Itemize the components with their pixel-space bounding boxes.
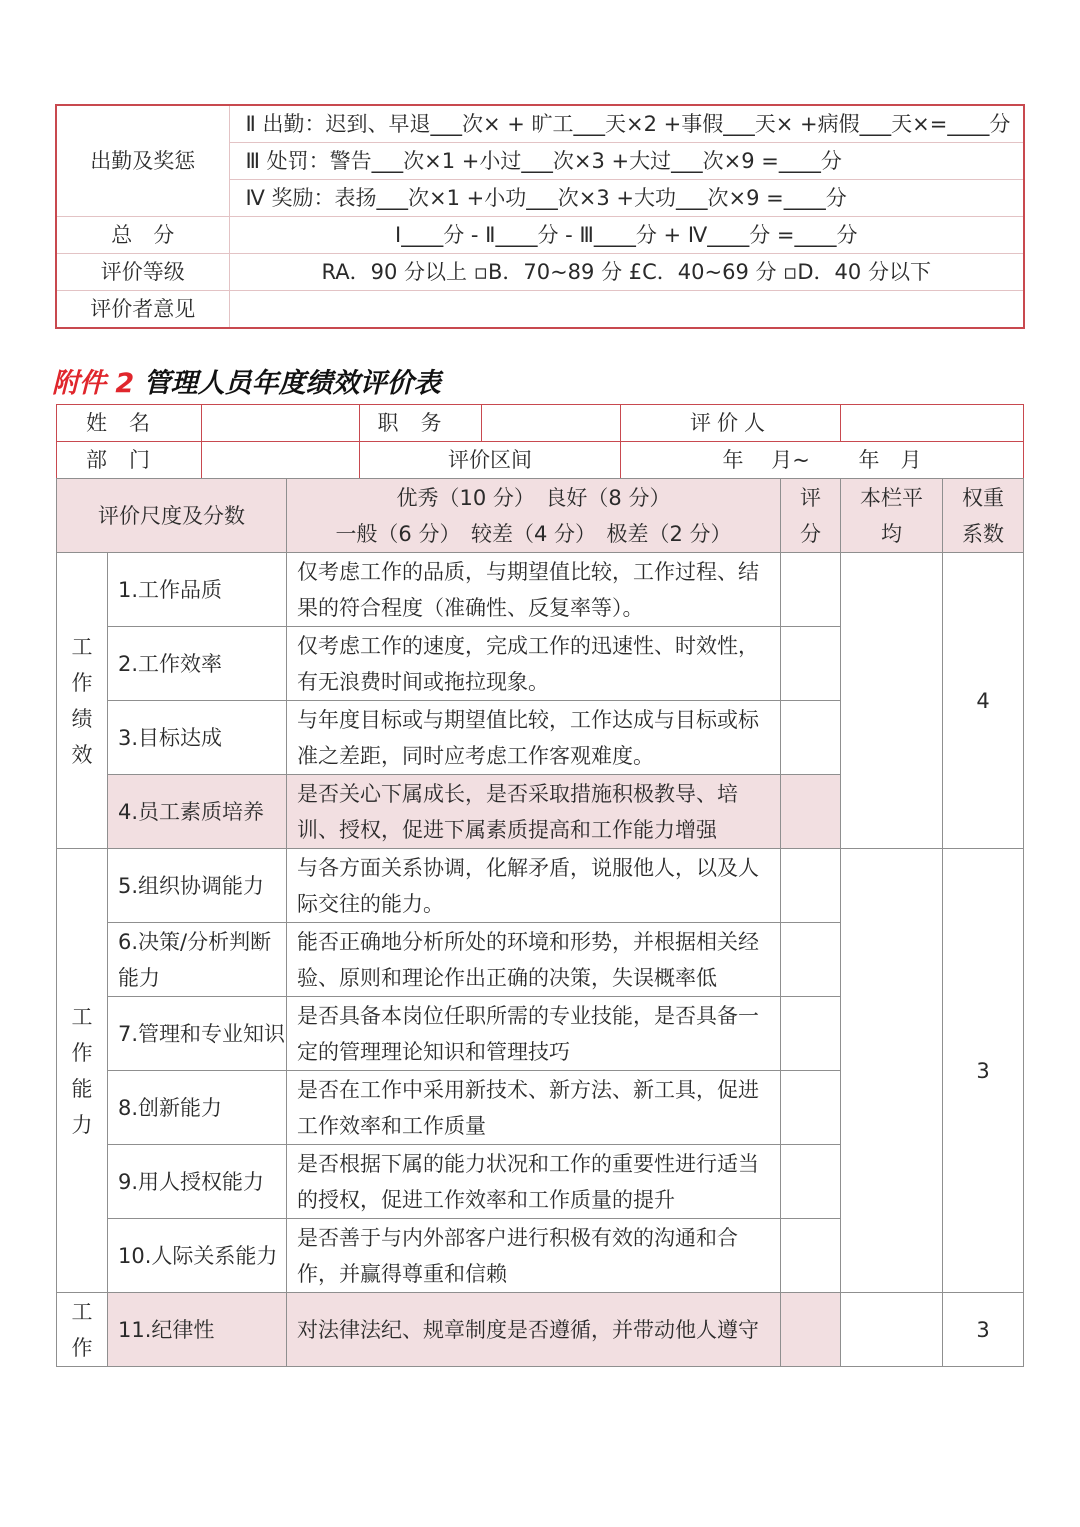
period-label: 评价区间 xyxy=(360,442,621,479)
weight-value: 3 xyxy=(943,1293,1024,1367)
total-formula: Ⅰ____分 - Ⅱ____分 - Ⅲ____分 + Ⅳ____分 =____分 xyxy=(229,217,1024,254)
score-cell[interactable] xyxy=(781,553,841,627)
item-description: 是否善于与内外部客户进行积极有效的沟通和合作，并赢得尊重和信赖 xyxy=(287,1219,781,1293)
score-cell[interactable] xyxy=(781,1293,841,1367)
score-cell[interactable] xyxy=(781,775,841,849)
scale-description xyxy=(287,479,781,553)
form-title: 管理人员年度绩效评价表 xyxy=(143,368,441,399)
opinion-label: 评价者意见 xyxy=(56,291,229,329)
item-name: 11.纪律性 xyxy=(108,1293,287,1367)
score-cell[interactable] xyxy=(781,1219,841,1293)
score-cell[interactable] xyxy=(781,627,841,701)
dept-field[interactable] xyxy=(202,442,360,479)
item-description: 与年度目标或与期望值比较，工作达成与目标或标准之差距，同时应考虑工作客观难度。 xyxy=(287,701,781,775)
category-work-ability: 工作能力 xyxy=(57,849,108,1293)
position-label: 职务 xyxy=(360,405,482,442)
position-field[interactable] xyxy=(482,405,621,442)
total-label: 总 分 xyxy=(56,217,229,254)
item-name: 5.组织协调能力 xyxy=(108,849,287,923)
period-value: 年 月~ 年 月 xyxy=(621,442,1024,479)
item-description: 对法律法纪、规章制度是否遵循，并带动他人遵守 xyxy=(287,1293,781,1367)
name-label: 姓名 xyxy=(57,405,202,442)
item-name: 10.人际关系能力 xyxy=(108,1219,287,1293)
score-cell[interactable] xyxy=(781,997,841,1071)
item-name: 4.员工素质培养 xyxy=(108,775,287,849)
average-cell[interactable] xyxy=(841,849,943,1293)
item-name: 6.决策/分析判断能力 xyxy=(108,923,287,997)
weight-header: 权重系数 xyxy=(943,479,1024,553)
item-name: 1.工作品质 xyxy=(108,553,287,627)
item-description: 与各方面关系协调，化解矛盾，说服他人，以及人际交往的能力。 xyxy=(287,849,781,923)
item-description: 是否根据下属的能力状况和工作的重要性进行适当的授权，促进工作效率和工作质量的提升 xyxy=(287,1145,781,1219)
annex-heading xyxy=(52,364,441,404)
item-description: 是否在工作中采用新技术、新方法、新工具，促进工作效率和工作质量 xyxy=(287,1071,781,1145)
penalty-row: Ⅲ 处罚：警告___次×1 +小过___次×3 +大过___次×9 =____分 xyxy=(229,143,1024,180)
weight-value: 4 xyxy=(943,553,1024,849)
attendance-row: Ⅱ 出勤：迟到、早退___次× + 旷工___天×2 +事假___天× +病假___天×=____分 xyxy=(229,105,1024,143)
item-description: 是否关心下属成长，是否采取措施积极教导、培训、授权，促进下属素质提高和工作能力增强 xyxy=(287,775,781,849)
score-header: 评分 xyxy=(781,479,841,553)
attendance-label: 出勤及奖惩 xyxy=(56,105,229,217)
item-name: 2.工作效率 xyxy=(108,627,287,701)
attendance-table xyxy=(55,104,1025,329)
item-description: 仅考虑工作的速度，完成工作的迅速性、时效性，有无浪费时间或拖拉现象。 xyxy=(287,627,781,701)
evaluator-label: 评价人 xyxy=(621,405,841,442)
average-cell[interactable] xyxy=(841,553,943,849)
dept-label: 部门 xyxy=(57,442,202,479)
grade-options: RA．90 分以上 ▫B．70~89 分 £C．40~69 分 ▫D．40 分以下 xyxy=(229,254,1024,291)
category-work-discipline: 工作 xyxy=(57,1293,108,1367)
scale-line-2: 一般（6 分） 较差（4 分） 极差（2 分） xyxy=(335,521,732,546)
score-cell[interactable] xyxy=(781,923,841,997)
score-cell[interactable] xyxy=(781,1071,841,1145)
item-name: 8.创新能力 xyxy=(108,1071,287,1145)
average-cell[interactable] xyxy=(841,1293,943,1367)
weight-value: 3 xyxy=(943,849,1024,1293)
category-work-performance: 工作绩效 xyxy=(57,553,108,849)
item-description: 是否具备本岗位任职所需的专业技能，是否具备一定的管理理论知识和管理技巧 xyxy=(287,997,781,1071)
score-cell[interactable] xyxy=(781,849,841,923)
scale-line-1: 优秀（10 分） 良好（8 分） xyxy=(396,485,671,510)
annex-number: 附件 2 xyxy=(52,368,135,399)
grade-label: 评价等级 xyxy=(56,254,229,291)
item-name: 7.管理和专业知识 xyxy=(108,997,287,1071)
score-cell[interactable] xyxy=(781,1145,841,1219)
average-header: 本栏平均 xyxy=(841,479,943,553)
opinion-field[interactable] xyxy=(229,291,1024,329)
item-description: 仅考虑工作的品质，与期望值比较，工作过程、结果的符合程度（准确性、反复率等）。 xyxy=(287,553,781,627)
reward-row: Ⅳ 奖励：表扬___次×1 +小功___次×3 +大功___次×9 =____分 xyxy=(229,180,1024,217)
evaluation-table xyxy=(56,478,1024,1367)
name-field[interactable] xyxy=(202,405,360,442)
employee-info-table xyxy=(56,404,1024,479)
item-name: 3.目标达成 xyxy=(108,701,287,775)
scale-label: 评价尺度及分数 xyxy=(57,479,287,553)
item-description: 能否正确地分析所处的环境和形势，并根据相关经验、原则和理论作出正确的决策，失误概率低 xyxy=(287,923,781,997)
item-name: 9.用人授权能力 xyxy=(108,1145,287,1219)
score-cell[interactable] xyxy=(781,701,841,775)
evaluator-field[interactable] xyxy=(841,405,1024,442)
